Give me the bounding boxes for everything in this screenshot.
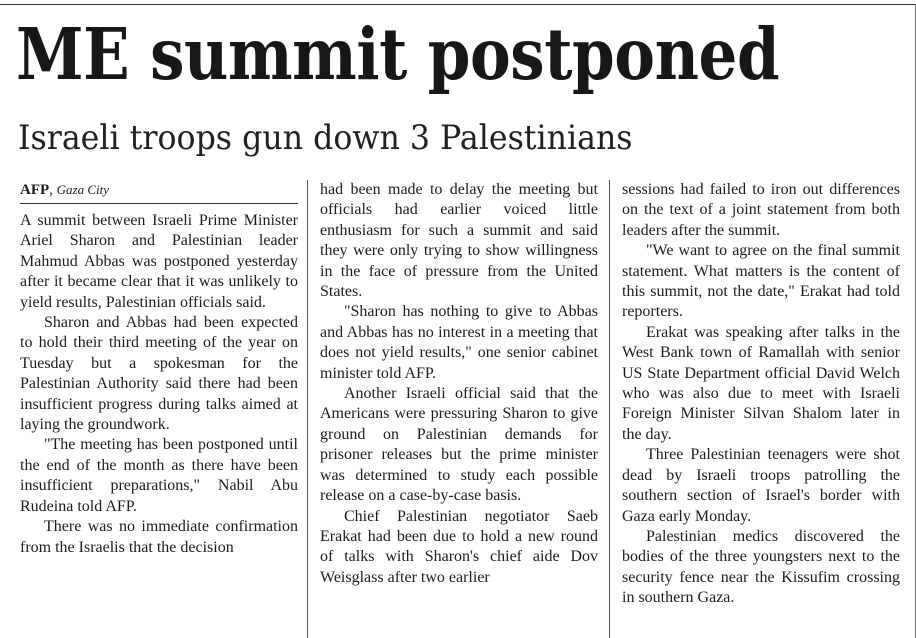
column-rule-2 (609, 180, 610, 638)
article-column-3 (622, 180, 900, 609)
dateline (20, 180, 298, 200)
paragraph: "Sharon has nothing to give to Abbas and Abbas has no interest in a meeting that does not yield results," one senior cabinet minister told AFP. (320, 303, 598, 382)
paragraph: "The meeting has been postponed until the end of the month as there have been insufficient preparations," Nabil Abu Rudeina told AFP. (20, 436, 298, 515)
paragraph: Another Israeli official said that the Americans were pressuring Sharon to give ground on Palestinian demands for prisoner releases but the prime minister was determined to study each possible release on a case-by-case basis. (320, 385, 598, 505)
paragraph: A summit between Israeli Prime Minister Ariel Sharon and Palestinian leader Mahmud Abbas was postponed yesterday after it became clear that it was unlikely to yield results, Palestinian officials said. (20, 212, 298, 311)
dateline-separator: , (49, 182, 57, 198)
paragraph: had been made to delay the meeting but officials had earlier voiced little enthusiasm for such a summit and said they were only trying to show willingness in the face of pressure from the United States. (320, 181, 598, 301)
paragraph: sessions had failed to iron out differences on the text of a joint statement from both leaders after the summit. (622, 181, 900, 239)
agency-name: AFP (20, 182, 50, 198)
dateline-city: Gaza City (56, 182, 110, 197)
article-column-1 (20, 180, 298, 558)
paragraph: Sharon and Abbas had been expected to hold their third meeting of the year on Tuesday but a spokesman for the Palestinian Authority said there had been insufficient progress during talks aimed at laying the groundwork. (20, 314, 298, 434)
column-rule-1 (307, 180, 308, 638)
paragraph: There was no immediate confirmation from the Israelis that the decision (20, 518, 298, 556)
paragraph: Chief Palestinian negotiator Saeb Erakat had been due to hold a new round of talks with Sharon's chief aide Dov Weisglass after two earlier (320, 507, 598, 586)
paragraph: Three Palestinian teenagers were shot dead by Israeli troops patrolling the southern section of Israel's border with Gaza early Monday. (622, 446, 900, 525)
paragraph: Erakat was speaking after talks in the West Bank town of Ramallah with senior US State Department official David Welch who was also due to meet with Israeli Foreign Minister Silvan Shalom later in the day. (622, 323, 900, 443)
subheadline: Israeli troops gun down 3 Palestinians (18, 118, 633, 158)
top-rule (0, 4, 916, 5)
dateline-rule (20, 203, 298, 204)
paragraph: Palestinian medics discovered the bodies of the three youngsters next to the security fence near the Kissufim crossing in southern Gaza. (622, 527, 900, 607)
article-column-2 (320, 180, 598, 588)
headline: ME summit postponed (16, 12, 780, 96)
paragraph: "We want to agree on the final summit statement. What matters is the content of this summit, not the date," Erakat had told reporters. (622, 242, 900, 321)
